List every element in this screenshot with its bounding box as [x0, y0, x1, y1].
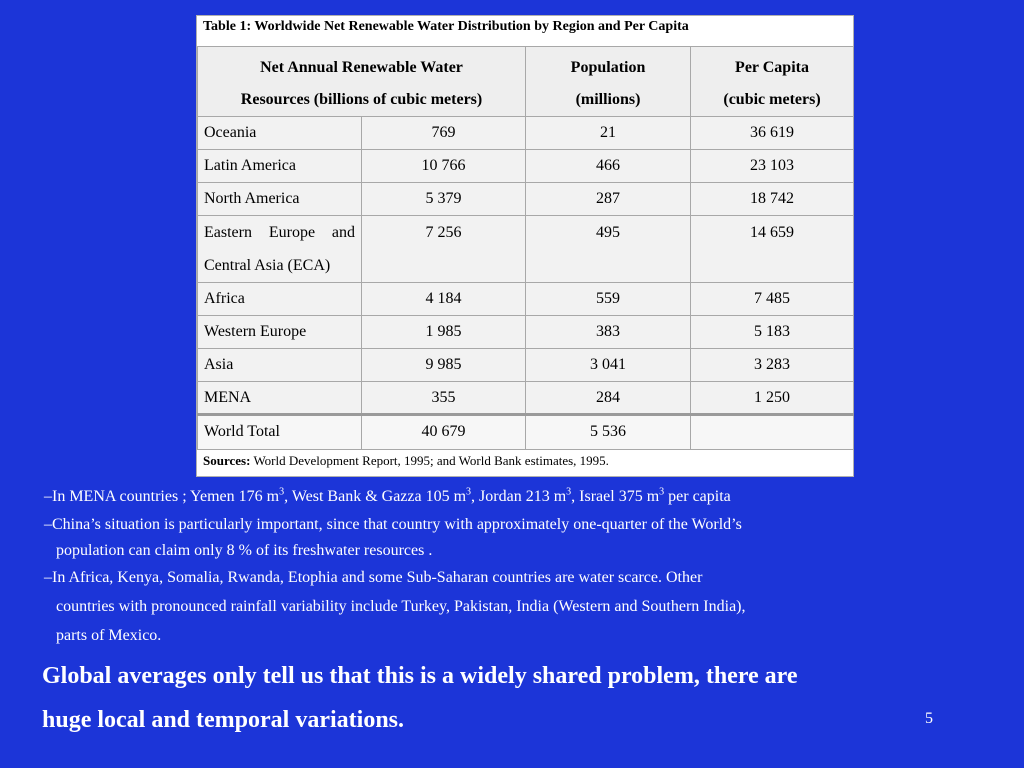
population-cell: 287 [526, 183, 691, 216]
per-capita-cell: 5 183 [691, 316, 854, 349]
note-africa: –In Africa, Kenya, Somalia, Rwanda, Etophia and some Sub-Saharan countries are water scarce. Other countries with pronounced rainfall variability include Turkey, Pakistan, India (Western and Southern India), parts of Mexico. [44, 569, 746, 644]
water-cell: 10 766 [362, 150, 526, 183]
water-cell: 1 985 [362, 316, 526, 349]
table-row [198, 349, 854, 382]
table-row [198, 150, 854, 183]
per-capita-cell: 7 485 [691, 283, 854, 316]
region-cell: Western Europe [198, 316, 362, 349]
region-cell: Asia [198, 349, 362, 382]
summary-statement: Global averages only tell us that this is a widely shared problem, there are huge local and temporal variations. [42, 663, 798, 733]
region-cell: World Total [198, 415, 362, 450]
note-china: –China’s situation is particularly important, since that country with approximately one-quarter of the World’s population can claim only 8 % of its freshwater resources . [44, 516, 742, 559]
population-cell: 3 041 [526, 349, 691, 382]
table-caption: Table 1: Worldwide Net Renewable Water Distribution by Region and Per Capita [197, 16, 853, 46]
water-cell: 355 [362, 382, 526, 415]
population-cell: 495 [526, 216, 691, 283]
per-capita-cell: 36 619 [691, 117, 854, 150]
water-cell: 40 679 [362, 415, 526, 450]
sources-label: Sources: [203, 453, 251, 468]
region-cell: Africa [198, 283, 362, 316]
region-cell: North America [198, 183, 362, 216]
sources-text: World Development Report, 1995; and World Bank estimates, 1995. [250, 453, 609, 468]
header-water-resources: Net Annual Renewable Water Resources (billions of cubic meters) [198, 47, 526, 117]
page-number: 5 [925, 710, 933, 727]
per-capita-cell: 23 103 [691, 150, 854, 183]
population-cell: 466 [526, 150, 691, 183]
table-sources [197, 450, 853, 476]
table-row [198, 283, 854, 316]
table-total-row [198, 415, 854, 450]
table-row [198, 117, 854, 150]
water-cell: 4 184 [362, 283, 526, 316]
header-population: Population (millions) [526, 47, 691, 117]
table-row [198, 316, 854, 349]
table-row [198, 382, 854, 415]
population-cell: 21 [526, 117, 691, 150]
per-capita-cell: 1 250 [691, 382, 854, 415]
per-capita-cell: 14 659 [691, 216, 854, 283]
table-row [198, 216, 854, 283]
population-cell: 383 [526, 316, 691, 349]
region-cell: Eastern Europe and Central Asia (ECA) [198, 216, 362, 283]
population-cell: 5 536 [526, 415, 691, 450]
water-cell: 5 379 [362, 183, 526, 216]
water-distribution-table [197, 46, 854, 450]
water-cell: 9 985 [362, 349, 526, 382]
header-per-capita: Per Capita (cubic meters) [691, 47, 854, 117]
note-mena: –In MENA countries ; Yemen 176 $m^3$, West Bank & Gazza 105 $m^3$, Jordan 213 $m^3$, Israel 375 $m^3$ per capita [44, 486, 731, 505]
water-cell: 769 [362, 117, 526, 150]
population-cell: 559 [526, 283, 691, 316]
table-row [198, 183, 854, 216]
table-header-row [198, 47, 854, 117]
per-capita-cell: 3 283 [691, 349, 854, 382]
region-cell: MENA [198, 382, 362, 415]
per-capita-cell: 18 742 [691, 183, 854, 216]
water-cell: 7 256 [362, 216, 526, 283]
water-distribution-table-box [196, 15, 854, 477]
per-capita-cell [691, 415, 854, 450]
region-cell: Latin America [198, 150, 362, 183]
population-cell: 284 [526, 382, 691, 415]
region-cell: Oceania [198, 117, 362, 150]
